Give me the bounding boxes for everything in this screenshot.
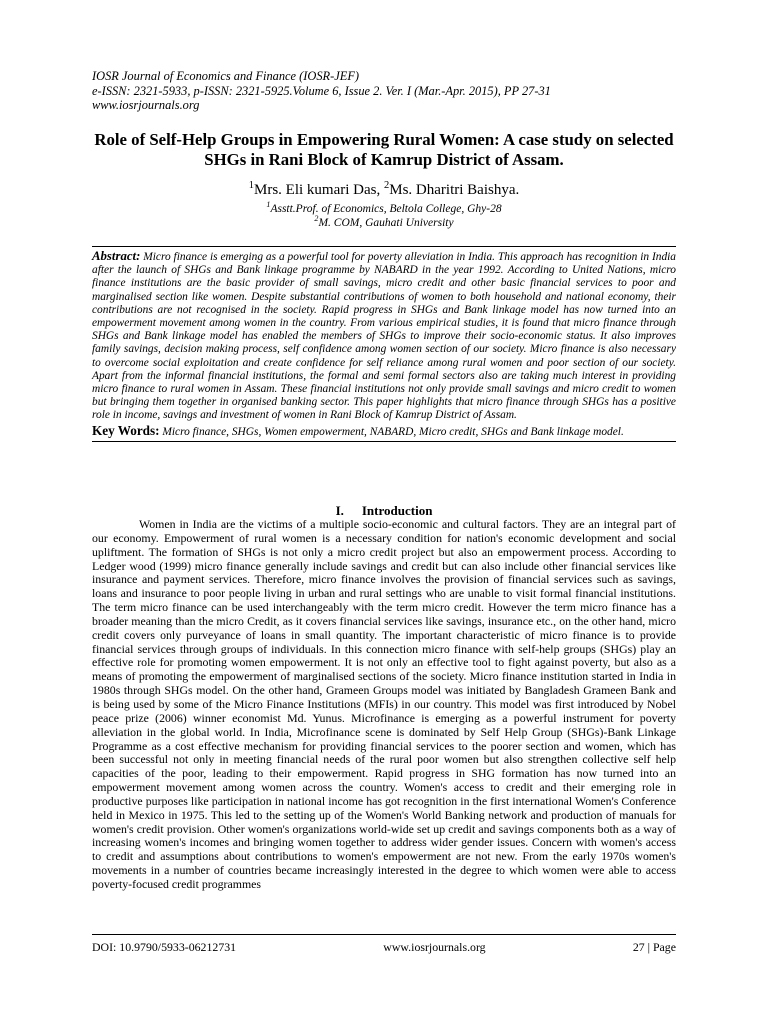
abstract-box [92, 246, 676, 442]
section-heading-introduction [92, 503, 676, 518]
footer-page-number: 27 | Page [632, 940, 676, 954]
section-number: I. [335, 503, 344, 518]
affiliation-1 [92, 200, 676, 217]
footer-divider [92, 934, 676, 935]
abstract [92, 250, 676, 423]
author2-name: Ms. Dharitri Baishya. [389, 182, 520, 198]
affil2-text: M. COM, Gauhati University [318, 216, 454, 229]
author1-superscript: 1 [248, 180, 255, 191]
abstract-text: Micro finance is emerging as a powerful tool for poverty alleviation in India. This approach has recognition in India after the launch of SHGs and Bank linkage programme by NABARD in the year 1992. According to United Nations, micro finance institutions are the basic provider of small savings, micro credit and other basic financial services to poor and marginalised section like women. Despite substantial contributions of women to both household and national economy, their contributions are not recognised in the society. Rapid progress in SHGs and Bank linkage model has now turned into an empowerment movement among women in the country. From various empirical studies, it is found that micro finance through SHGs and Bank linkage model has enabled the members of SHGs to improve their socio-economic status. It also improves family savings, decision making process, self confidence among women section of our society. Micro finance is also necessary to overcome social exploitation and create confidence for self reliance among rural women and poor section of our society. Apart from the informal financial institutions, the formal and semi formal sectors also are taking much interest in providing micro finance to rural women in Assam. These financial institutions not only provide small savings and micro credit to women but bringing them together in organised banking sector. This paper highlights that micro finance through SHGs has a positive role in income, savings and investment of women in Rani Block of Kamrup District of Assam. [92, 251, 676, 422]
author1-name: Mrs. Eli kumari Das, [254, 182, 384, 198]
affil1-superscript: 1 [266, 200, 271, 210]
affil2-superscript: 2 [314, 213, 319, 223]
footer-website: www.iosrjournals.org [383, 940, 486, 954]
abstract-label: Abstract: [92, 249, 141, 263]
affil1-text: Asstt.Prof. of Economics, Beltola College, Ghy-28 [270, 203, 502, 215]
section-title: Introduction [361, 503, 433, 518]
journal-issn-volume: e-ISSN: 2321-5933, p-ISSN: 2321-5925.Volume 6, Issue 2. Ver. I (Mar.-Apr. 2015), PP 27-31 [92, 83, 551, 98]
journal-header [92, 69, 692, 113]
footer-doi: DOI: 10.9790/5933-06212731 [92, 940, 237, 954]
keywords-text: Micro finance, SHGs, Women empowerment, NABARD, Micro credit, SHGs and Bank linkage model. [159, 425, 624, 438]
affiliation-2 [92, 213, 676, 231]
keywords [92, 424, 676, 439]
paper-title: Role of Self-Help Groups in Empowering Rural Women: A case study on selected SHGs in Rani Block of Kamrup District of Assam. [94, 130, 674, 169]
author-list [92, 181, 676, 199]
journal-name: IOSR Journal of Economics and Finance (IOSR-JEF) [92, 69, 360, 83]
affiliations [92, 200, 676, 230]
introduction-paragraph: Women in India are the victims of a multiple socio-economic and cultural factors. They are an integral part of our economy. Empowerment of rural women is a necessary condition for nation's economic development and social upliftment. The formation of SHGs is not only a micro credit project but also an empowerment process. According to Ledger wood (1999) micro finance generally include savings and credit but can also include other financial services like insurance and payment services. Therefore, micro finance involves the provision of financial services such as savings, loans and insurance to poor people living in urban and rural settings who are unable to visit formal financial institutions. The term micro finance can be used interchangeably with the term micro credit. However the term micro finance has a broader meaning than the micro Credit, as it covers financial services like savings, insurance etc., on the other hand, micro credit covers only purveyance of loans in small quantity. The important characteristic of micro finance is to provide financial services through groups of individuals. In this connection micro finance with self-help groups (SHGs) play an effective role for promoting women empowerment. It is not only an effective tool to fight against poverty, but also as a means of promoting the empowerment of marginalised sections of the society. Micro finance institution started in India in 1980s through SHGs model. On the other hand, Grameen Groups model was initiated by Bangladesh Grameen Bank and is being used by some of the Micro Finance Institutions (MFIs) in our country. This model was first introduced by Nobel peace prize (2006) winner economist Md. Yunus. Microfinance is emerging as a powerful instrument for poverty alleviation in the global world. In India, Microfinance scene is dominated by Self Help Group (SHGs)-Bank Linkage Programme as a cost effective mechanism for providing financial services to the poorer section and women, which has been successful not only in meeting financial needs of the rural poor women but also strengthen collective self help capacities of the poor, leading to their empowerment. Rapid progress in SHG formation has now turned into an empowerment movement among women across the country. Women's access to credit and their emerging role in productive purposes like participation in national income has got recognition in the first international Women's Conference held in Mexico in 1975. This led to the setting up of the Women's World Banking network and production of manuals for women's credit provision. Other women's organizations world-wide set up credit and savings components both as a way of increasing women's incomes and bringing women together to address wider gender issues. Concern with women's access to credit and assumptions about contributions to women's empowerment are not new. From the early 1970s women's movements in a number of countries became increasingly interested in the degree to which women were able to access poverty-focused credit programmes [92, 517, 676, 891]
page-footer [92, 940, 676, 954]
keywords-label: Key Words: [92, 422, 160, 438]
journal-website: www.iosrjournals.org [92, 98, 200, 113]
author2-superscript: 2 [384, 180, 390, 191]
